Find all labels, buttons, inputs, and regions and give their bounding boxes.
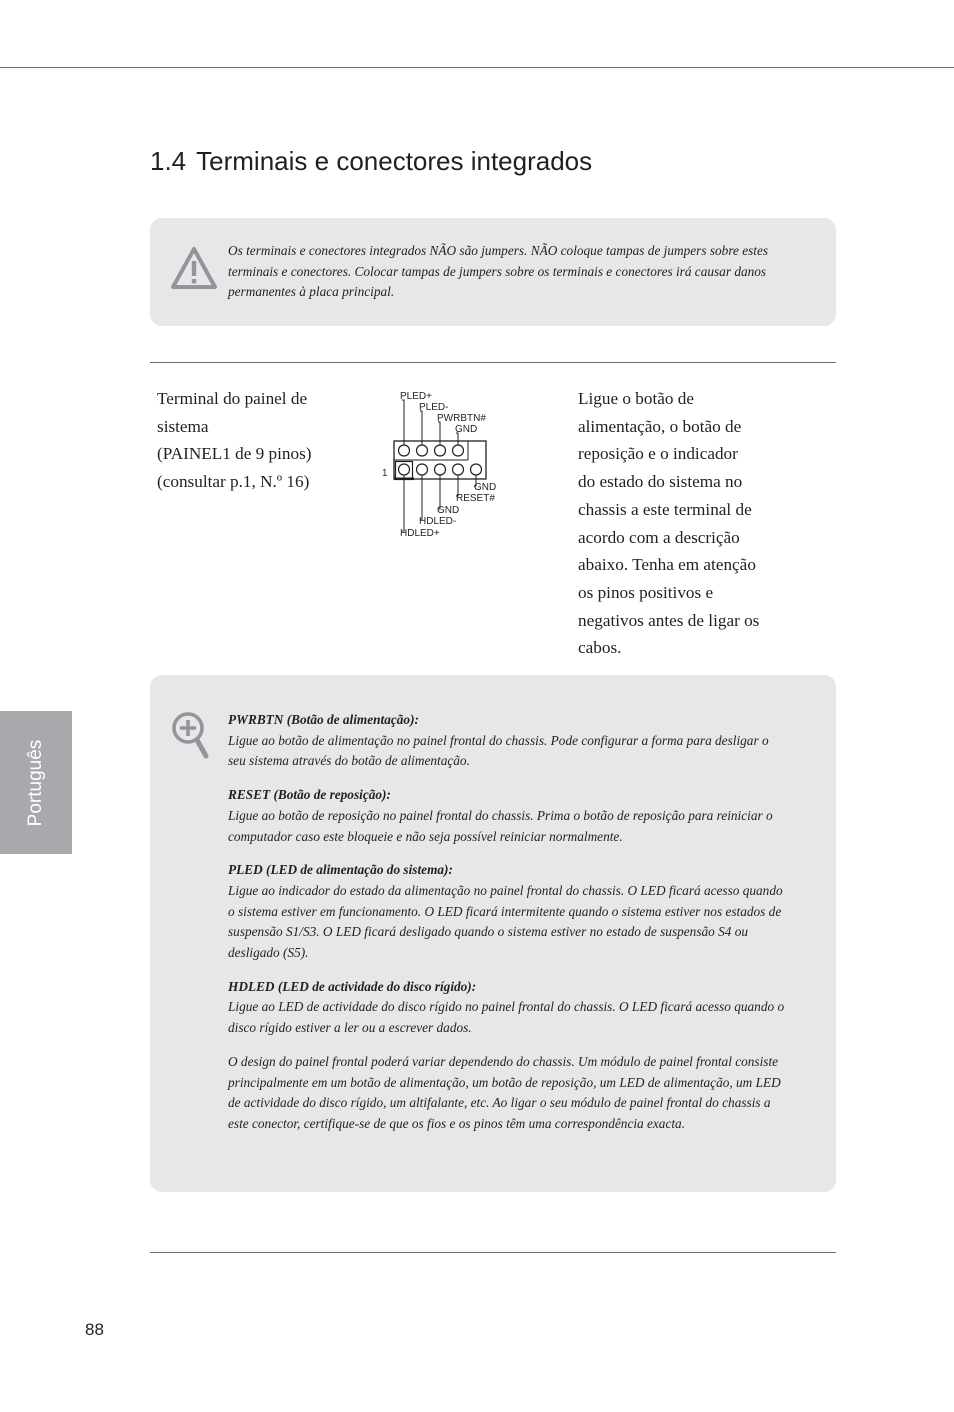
connector-description-line: (consultar p.1, N.º 16) (157, 472, 310, 492)
instructions-line: do estado do sistema no (578, 472, 743, 492)
pin (399, 445, 410, 456)
pin-label-hdled-plus: HDLED+ (400, 528, 440, 539)
connector-description-line: Terminal do painel de (157, 389, 308, 408)
warning-triangle-icon (170, 246, 218, 290)
pin (453, 445, 464, 456)
connector-description (157, 385, 357, 496)
instructions-line: Ligue o botão de (578, 389, 694, 408)
panel-header-diagram (378, 386, 508, 540)
note-heading: PLED (LED de alimentação do sistema): (228, 862, 453, 878)
pin-label-pled-minus: PLED- (419, 402, 449, 413)
instructions-line: os pinos positivos e (578, 582, 714, 602)
leader-line (402, 400, 404, 445)
page-number: 88 (85, 1320, 104, 1339)
warning-text: Os terminais e conectores integrados NÃO são jumpers. NÃO coloque tampas de jumpers sobre estes terminais e conectores. Colocar tampas de jumpers sobre os terminais e conectores irá causar danos permanentes à placa principal. (228, 243, 769, 300)
leader-line (438, 475, 440, 509)
note-pled (228, 860, 788, 964)
pin-label-pwrbtn: PWRBTN# (437, 413, 486, 424)
note-body: Ligue ao indicador do estado da alimentação no painel frontal do chassis. O LED ficará acesso quando o sistema estiver em funcionamento. O LED ficará intermitente quando o sistema estiver nos estados de suspensão S1/S3. O LED ficará desligado quando o sistema estiver no estado de suspensão S4 ou desligado (S5). (228, 882, 783, 961)
bottom-divider (150, 1252, 836, 1253)
section-title-text: Terminais e conectores integrados (196, 146, 593, 176)
note-heading: RESET (Botão de reposição): (228, 787, 391, 803)
instructions-line: negativos antes de ligar os (578, 610, 760, 630)
instructions-line: acordo com a descrição (578, 527, 740, 547)
instructions-line: alimentação, o botão de (578, 416, 742, 436)
connector-instructions (578, 385, 778, 662)
instructions-line: reposição e o indicador (578, 444, 738, 464)
leader-line (402, 475, 404, 531)
pin (453, 464, 464, 475)
pin (471, 464, 482, 475)
connector-description-line: sistema (157, 416, 209, 436)
note-body: Ligue ao LED de actividade do disco rígido no painel frontal do chassis. O LED ficará acesso quando o disco rígido estiver a ler ou a escrever dados. (228, 999, 785, 1036)
note-body: Ligue ao botão de reposição no painel frontal do chassis. Prima o botão de reposição para reiniciar o computador caso este bloqueie e não seja possível reiniciar normalmente. (228, 807, 773, 844)
section-number: 1.4 (150, 146, 187, 176)
pin-label-gnd-right: GND (474, 482, 497, 493)
section-divider (150, 362, 836, 363)
top-rule (0, 67, 954, 68)
language-label: Português (25, 739, 46, 826)
note-heading: PWRBTN (Botão de alimentação): (228, 712, 419, 727)
note-footer: O design do painel frontal poderá variar dependendo do chassis. Um módulo de painel frontal consiste principalmente em um botão de alimentação, um botão de reposição, um LED de alimentação, um LED de actividade do disco rígido, um altifalante, etc. Ao ligar o seu módulo de painel frontal do chassis a este conector, certifique-se de que os fios e os pinos têm uma correspondência exacta. (228, 1053, 781, 1131)
pin (417, 464, 428, 475)
pin (399, 464, 410, 475)
leader-line (420, 475, 422, 520)
pin-label-hdled-minus: HDLED- (419, 516, 457, 527)
leader-line (420, 411, 422, 445)
instructions-line: chassis a este terminal de (578, 499, 752, 519)
pin-label-gnd-top: GND (455, 424, 478, 435)
pin-label-gnd-bottom: GND (437, 505, 460, 516)
note-pwrbtn (228, 710, 788, 772)
magnifier-plus-icon (170, 710, 210, 760)
pin-label-reset: RESET# (456, 493, 495, 504)
connector-description-line: (PAINEL1 de 9 pinos) (157, 444, 312, 464)
pin-label-pled-plus: PLED+ (400, 391, 432, 402)
section-title (150, 146, 592, 177)
language-side-tab (0, 711, 72, 854)
pin (435, 464, 446, 475)
note-hdled (228, 977, 788, 1039)
notes-content (228, 710, 788, 1148)
instructions-line: abaixo. Tenha em atenção (578, 555, 756, 575)
pin-one-label: 1 (382, 468, 388, 479)
note-body: Ligue ao botão de alimentação no painel frontal do chassis. Pode configurar a forma para desligar o seu sistema através do botão de alimentação. (228, 732, 769, 769)
pin (417, 445, 428, 456)
note-reset (228, 785, 788, 847)
instructions-line: cabos. (578, 638, 622, 658)
note-heading: HDLED (LED de actividade do disco rígido): (228, 978, 477, 994)
pin (435, 445, 446, 456)
